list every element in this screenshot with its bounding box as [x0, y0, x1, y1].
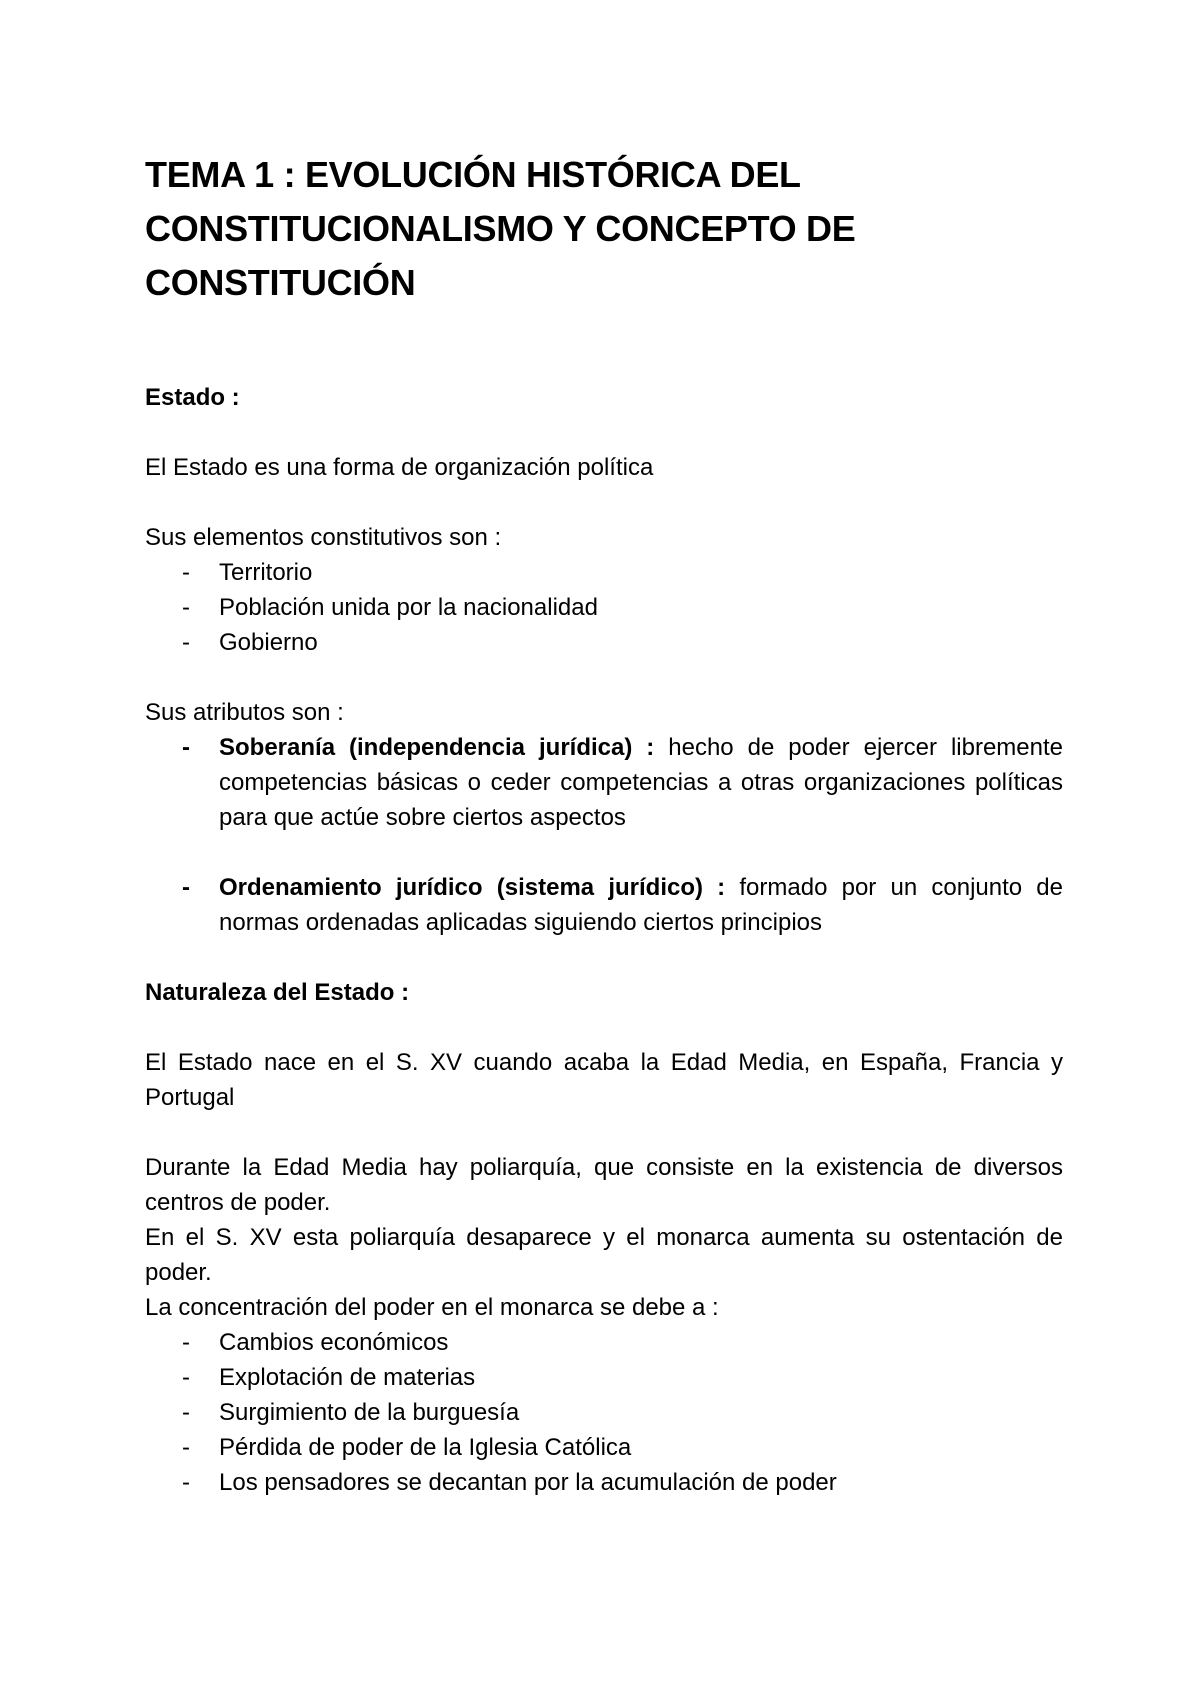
attribute-description: hecho de poder ejercer libremente competencias básicas o ceder competencias a otras organizaciones políticas para que actúe sobre ciertos aspectos — [219, 734, 1063, 831]
list-item-text: Surgimiento de la burguesía — [219, 1399, 520, 1426]
section-heading-estado: Estado : — [145, 384, 240, 411]
spacer — [145, 660, 1063, 695]
spacer — [145, 415, 1063, 450]
naturaleza-paragraph-3: En el S. XV esta poliarquía desaparece y el monarca aumenta su ostentación de poder. — [145, 1224, 1063, 1286]
list-dash: - — [182, 629, 190, 656]
estado-definition: El Estado es una forma de organización política — [145, 454, 654, 481]
list-item — [145, 590, 1063, 625]
list-item — [145, 1395, 1063, 1430]
attribute-term: Ordenamiento jurídico (sistema jurídico) : — [219, 874, 726, 901]
list-item-text: Los pensadores se decantan por la acumulación de poder — [219, 1469, 837, 1496]
list-item-text: Gobierno — [219, 629, 318, 656]
attribute-description: formado por un conjunto de normas ordenadas aplicadas siguiendo ciertos principios — [219, 874, 1064, 936]
list-item-text: Pérdida de poder de la Iglesia Católica — [219, 1434, 632, 1461]
attributes-list-continued — [145, 870, 1063, 940]
list-item-text: Cambios económicos — [219, 1329, 449, 1356]
list-item — [145, 870, 1063, 940]
spacer — [145, 940, 1063, 975]
attributes-intro: Sus atributos son : — [145, 699, 344, 726]
causes-list — [145, 1325, 1063, 1500]
list-dash: - — [182, 1329, 190, 1356]
attribute-term: Soberanía (independencia jurídica) : — [219, 734, 655, 761]
list-item-text: Explotación de materias — [219, 1364, 476, 1391]
spacer — [145, 485, 1063, 520]
attributes-list — [145, 730, 1063, 835]
list-item — [145, 1325, 1063, 1360]
document-title: TEMA 1 : EVOLUCIÓN HISTÓRICA DEL CONSTITUCIONALISMO Y CONCEPTO DE CONSTITUCIÓN — [145, 154, 856, 303]
naturaleza-paragraph-1: El Estado nace en el S. XV cuando acaba la Edad Media, en España, Francia y Portugal — [145, 1049, 1063, 1111]
spacer — [145, 1115, 1063, 1150]
elements-list — [145, 555, 1063, 660]
list-dash: - — [182, 1399, 190, 1426]
naturaleza-paragraph-2: Durante la Edad Media hay poliarquía, que consiste en la existencia de diversos centros de poder. — [145, 1154, 1063, 1216]
list-item — [145, 1465, 1063, 1500]
list-item-text: Población unida por la nacionalidad — [219, 594, 598, 621]
section-heading-naturaleza: Naturaleza del Estado : — [145, 979, 410, 1006]
list-item-text — [219, 870, 1063, 940]
list-dash: - — [182, 1434, 190, 1461]
list-dash: - — [182, 594, 190, 621]
list-item — [145, 1360, 1063, 1395]
list-dash: - — [182, 559, 190, 586]
document-page — [145, 148, 1063, 1500]
naturaleza-paragraph-4: La concentración del poder en el monarca se debe a : — [145, 1294, 719, 1321]
list-item-text — [219, 730, 1063, 835]
elements-intro: Sus elementos constitutivos son : — [145, 524, 502, 551]
list-item — [145, 1430, 1063, 1465]
list-dash: - — [182, 1469, 190, 1496]
list-dash: - — [182, 1364, 190, 1391]
list-item — [145, 730, 1063, 835]
list-item — [145, 625, 1063, 660]
list-item-text: Territorio — [219, 559, 313, 586]
spacer — [145, 310, 1063, 380]
spacer — [145, 835, 1063, 870]
list-item — [145, 555, 1063, 590]
list-dash: - — [182, 734, 190, 761]
spacer — [145, 1010, 1063, 1045]
list-dash: - — [182, 874, 190, 901]
